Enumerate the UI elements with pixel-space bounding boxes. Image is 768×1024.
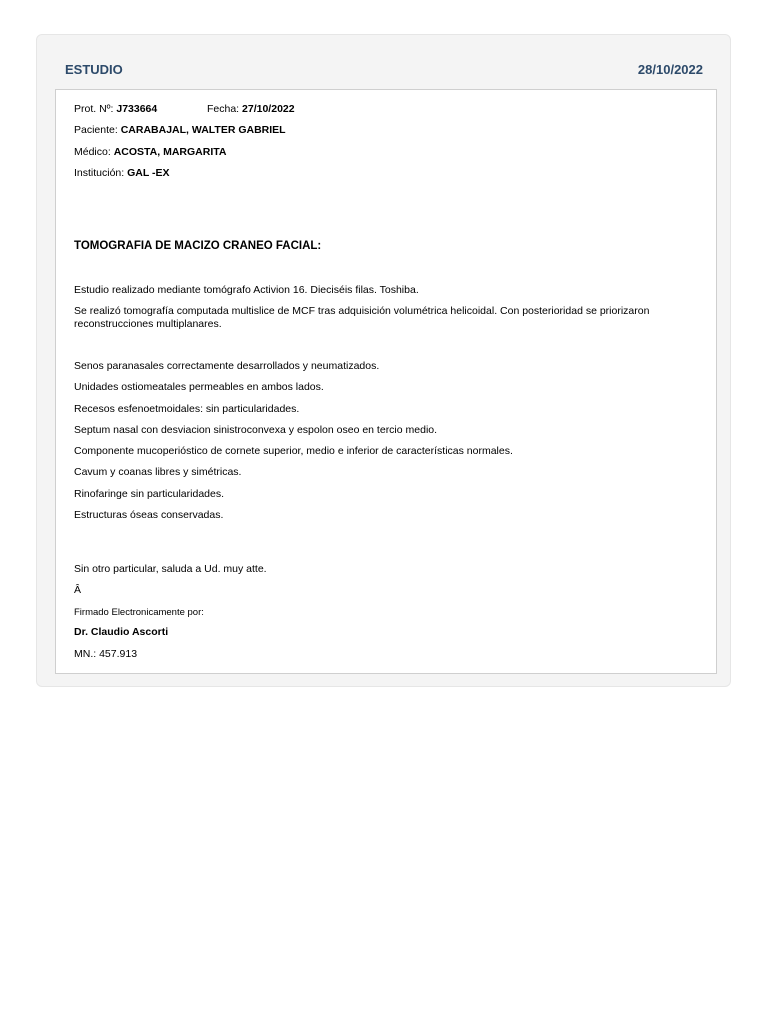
institution-label: Institución: — [74, 167, 125, 179]
patient-line — [74, 124, 286, 137]
report-title: TOMOGRAFIA DE MACIZO CRANEO FACIAL: — [74, 240, 322, 252]
protocol-line — [74, 103, 157, 116]
finding-5: Componente mucoperióstico de cornete superior, medio e inferior de características normales. — [74, 445, 513, 457]
finding-4: Septum nasal con desviacion sinistroconvexa y espolon oseo en tercio medio. — [74, 424, 438, 436]
study-card — [36, 34, 731, 687]
finding-8: Estructuras óseas conservadas. — [74, 509, 224, 521]
fecha-value: 27/10/2022 — [242, 103, 295, 115]
study-date: 28/10/2022 — [637, 62, 703, 77]
technique-line-2: Se realizó tomografía computada multislice de MCF tras adquisición volumétrica helicoidal. Con posterioridad se priorizaron reconstrucciones multiplanares. — [74, 305, 650, 330]
prot-value: J733664 — [116, 103, 158, 115]
signer-name: Dr. Claudio Ascorti — [74, 626, 169, 638]
closing-line: Sin otro particular, saluda a Ud. muy atte. — [74, 563, 267, 575]
report-body — [55, 89, 717, 674]
technique-line-1: Estudio realizado mediante tomógrafo Activion 16. Dieciséis filas. Toshiba. — [74, 284, 419, 296]
finding-2: Unidades ostiomeatales permeables en ambos lados. — [74, 381, 324, 393]
study-title: ESTUDIO — [65, 62, 123, 77]
finding-7: Rinofaringe sin particularidades. — [74, 488, 224, 500]
institution-name: GAL -EX — [127, 167, 170, 179]
study-header — [37, 35, 730, 89]
prot-label: Prot. Nº: — [74, 103, 114, 115]
signed-label: Firmado Electronicamente por: — [74, 607, 204, 618]
fecha-line — [207, 103, 295, 116]
doctor-label: Médico: — [74, 146, 111, 158]
patient-label: Paciente: — [74, 124, 118, 136]
finding-1: Senos paranasales correctamente desarrollados y neumatizados. — [74, 360, 380, 372]
stray-character: Â — [74, 584, 82, 596]
fecha-label: Fecha: — [207, 103, 240, 115]
doctor-name: ACOSTA, MARGARITA — [113, 146, 227, 158]
license-number: MN.: 457.913 — [74, 648, 138, 660]
patient-name: CARABAJAL, WALTER GABRIEL — [120, 124, 286, 136]
finding-3: Recesos esfenoetmoidales: sin particularidades. — [74, 403, 300, 415]
doctor-line — [74, 146, 226, 159]
finding-6: Cavum y coanas libres y simétricas. — [74, 466, 242, 478]
institution-line — [74, 167, 170, 180]
